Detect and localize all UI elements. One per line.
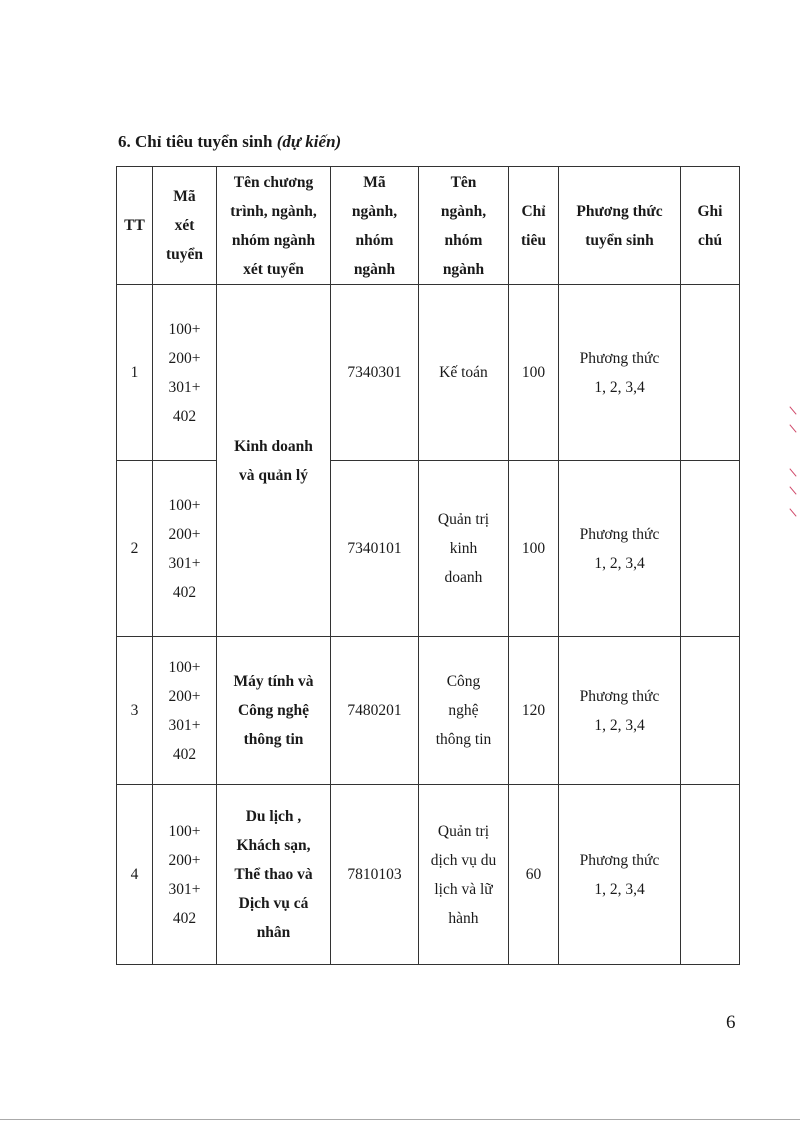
table-row bbox=[117, 285, 740, 461]
cell-ma-xet-tuyen: 100+ 200+ 301+ 402 bbox=[153, 785, 217, 965]
cell-phuong-thuc: Phương thức 1, 2, 3,4 bbox=[559, 285, 681, 461]
margin-mark bbox=[789, 468, 796, 476]
table-row bbox=[117, 785, 740, 965]
cell-ten-nganh: Kế toán bbox=[419, 285, 509, 461]
cell-tt: 4 bbox=[117, 785, 153, 965]
table-row bbox=[117, 461, 740, 637]
cell-ghi-chu bbox=[681, 461, 740, 637]
cell-ma-xet-tuyen: 100+ 200+ 301+ 402 bbox=[153, 637, 217, 785]
header-ghi-chu: Ghi chú bbox=[681, 167, 740, 285]
cell-tt: 1 bbox=[117, 285, 153, 461]
header-chi-tieu: Chỉ tiêu bbox=[509, 167, 559, 285]
cell-phuong-thuc: Phương thức 1, 2, 3,4 bbox=[559, 637, 681, 785]
cell-group-name: Kinh doanh và quản lý bbox=[217, 285, 331, 637]
cell-group-name: Máy tính và Công nghệ thông tin bbox=[217, 637, 331, 785]
margin-mark bbox=[789, 424, 796, 432]
header-ten-nganh: Tên ngành, nhóm ngành bbox=[419, 167, 509, 285]
admission-quota-table bbox=[116, 166, 740, 965]
cell-chi-tieu: 120 bbox=[509, 637, 559, 785]
header-ma-xet-tuyen: Mã xét tuyển bbox=[153, 167, 217, 285]
section-note: (dự kiến) bbox=[276, 132, 342, 151]
cell-ghi-chu bbox=[681, 785, 740, 965]
header-tt: TT bbox=[117, 167, 153, 285]
table-row bbox=[117, 637, 740, 785]
cell-ma-nganh: 7340301 bbox=[331, 285, 419, 461]
cell-tt: 3 bbox=[117, 637, 153, 785]
margin-mark bbox=[789, 406, 796, 414]
table-header-row bbox=[117, 167, 740, 285]
cell-phuong-thuc: Phương thức 1, 2, 3,4 bbox=[559, 785, 681, 965]
cell-ma-nganh: 7810103 bbox=[331, 785, 419, 965]
cell-ghi-chu bbox=[681, 637, 740, 785]
cell-ten-nganh: Quản trị kinh doanh bbox=[419, 461, 509, 637]
header-phuong-thuc: Phương thức tuyển sinh bbox=[559, 167, 681, 285]
bottom-divider bbox=[0, 1119, 800, 1120]
cell-ten-nganh: Công nghệ thông tin bbox=[419, 637, 509, 785]
cell-ten-nganh: Quản trị dịch vụ du lịch và lữ hành bbox=[419, 785, 509, 965]
cell-phuong-thuc: Phương thức 1, 2, 3,4 bbox=[559, 461, 681, 637]
cell-chi-tieu: 100 bbox=[509, 461, 559, 637]
cell-ma-xet-tuyen: 100+ 200+ 301+ 402 bbox=[153, 285, 217, 461]
header-ma-nganh: Mã ngành, nhóm ngành bbox=[331, 167, 419, 285]
margin-mark bbox=[789, 508, 796, 516]
section-title bbox=[118, 132, 341, 152]
cell-chi-tieu: 60 bbox=[509, 785, 559, 965]
page-number: 6 bbox=[726, 1012, 736, 1033]
cell-ghi-chu bbox=[681, 285, 740, 461]
cell-tt: 2 bbox=[117, 461, 153, 637]
header-ten-chuong-trinh: Tên chương trình, ngành, nhóm ngành xét tuyển bbox=[217, 167, 331, 285]
section-heading: 6. Chỉ tiêu tuyển sinh bbox=[118, 132, 273, 151]
cell-ma-xet-tuyen: 100+ 200+ 301+ 402 bbox=[153, 461, 217, 637]
cell-ma-nganh: 7480201 bbox=[331, 637, 419, 785]
cell-ma-nganh: 7340101 bbox=[331, 461, 419, 637]
margin-mark bbox=[789, 486, 796, 494]
cell-group-name: Du lịch , Khách sạn, Thể thao và Dịch vụ cá nhân bbox=[217, 785, 331, 965]
cell-chi-tieu: 100 bbox=[509, 285, 559, 461]
